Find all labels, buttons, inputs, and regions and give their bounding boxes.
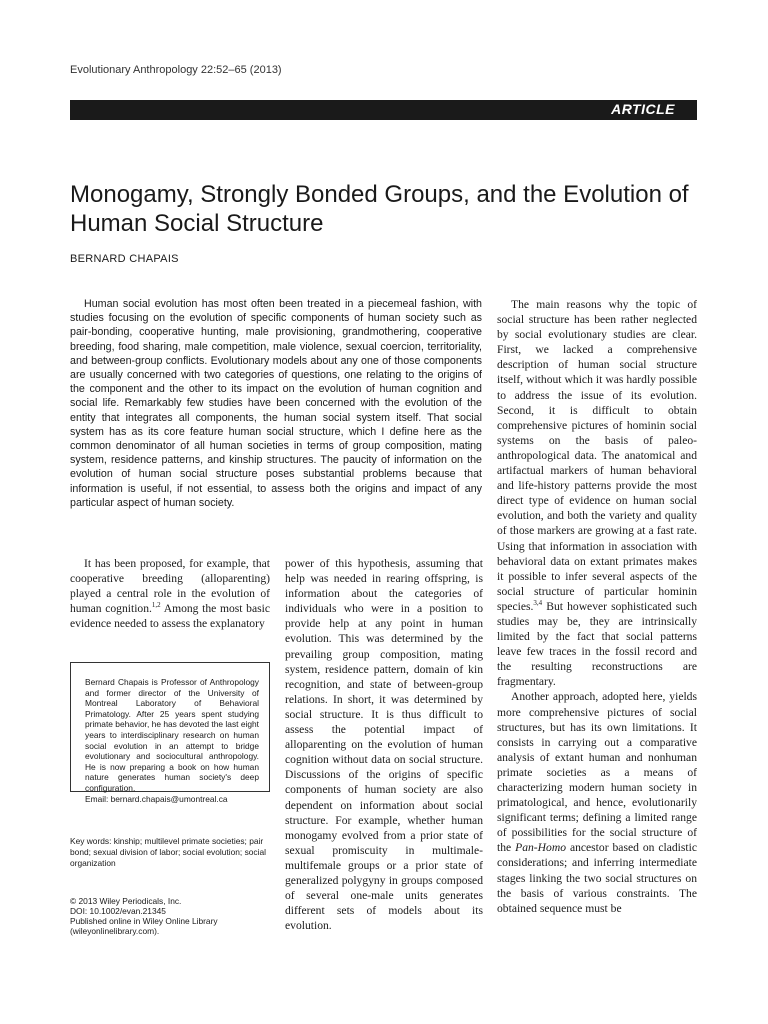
copyright-block bbox=[70, 896, 270, 936]
body-paragraph bbox=[497, 689, 697, 915]
publication-line: Published online in Wiley Online Library bbox=[70, 916, 218, 926]
author-name: BERNARD CHAPAIS bbox=[70, 253, 179, 265]
body-italic-text: Pan-Homo bbox=[515, 841, 566, 855]
body-paragraph bbox=[497, 297, 697, 689]
body-text: ancestor based on cladistic considerations; and inferring intermediate stages linking the two social structures on the basis of various constraints. The obtained sequence must be bbox=[497, 841, 698, 915]
author-email: Email: bernard.chapais@umontreal.ca bbox=[85, 793, 228, 804]
doi-line: DOI: 10.1002/evan.21345 bbox=[70, 906, 166, 916]
section-label: ARTICLE bbox=[611, 101, 675, 117]
website-line: (wileyonlinelibrary.com). bbox=[70, 926, 160, 936]
author-bio-box bbox=[70, 662, 270, 804]
citation-ref: 1,2 bbox=[151, 601, 161, 610]
body-paragraph: power of this hypothesis, assuming that help was needed in rearing offspring, is information about the categories of individuals who were in a position to provide help at any point in human evolution. This was determined by the prevailing group composition, mating system, residence pattern, domain of kin recognition, and state of between-group relations. In short, it was determined by social structure. It is thus difficult to assess the potential impact of alloparenting on the evolution of human cognition without data on social structure. Discussions of the origins of specific components of human society are also dependent on information about social structure. For example, whether human monogamy evolved from a prior state of sexual promiscuity in multimale-multifemale groups or a prior state of generalized polygyny in groups composed of several one-male units generates different sets of models about its evolution. bbox=[285, 557, 483, 933]
author-bio: Bernard Chapais is Professor of Anthropology and former director of the University of Montreal Laboratory of Behavioral Primatology. After 25 years spent studying primate behavior, he has devoted the last eight years to interdisciplinary research on human social evolution in an attempt to bridge evolutionary and sociocultural anthropology. He is now preparing a book on how human nature generates human society's deep configuration. bbox=[85, 677, 259, 793]
body-column-left bbox=[70, 556, 270, 631]
body-text: Another approach, adopted here, yields more comprehensive pictures of social structures, but has its own limitations. It consists in carrying out a comparative analysis of extant human and nonhuman primate societies as a means of characterizing modern human society in primatological, and hence, evolutionarily significant terms; defining a limited range of possibilities for the social structure of the bbox=[497, 690, 697, 855]
citation-ref: 3,4 bbox=[533, 599, 543, 608]
body-paragraph bbox=[70, 556, 270, 631]
section-header-bar bbox=[70, 100, 697, 120]
copyright-line: © 2013 Wiley Periodicals, Inc. bbox=[70, 896, 182, 906]
body-column-right bbox=[497, 297, 697, 916]
body-text: It has been proposed, for example, that cooperative breeding (alloparenting) played a central role in the evolution of human cognition. bbox=[70, 557, 270, 616]
keywords: Key words: kinship; multilevel primate societies; pair bond; sexual division of labor; social evolution; social organization bbox=[70, 836, 266, 869]
article-title: Monogamy, Strongly Bonded Groups, and the Evolution of Human Social Structure bbox=[70, 181, 689, 237]
body-column-middle bbox=[285, 556, 483, 933]
body-text: Among the most basic evidence needed to assess the explanatory bbox=[70, 602, 270, 631]
journal-reference: Evolutionary Anthropology 22:52–65 (2013) bbox=[70, 64, 282, 76]
abstract: Human social evolution has most often been treated in a piecemeal fashion, with studies focusing on the evolution of specific components of human society such as pair-bonding, cooperative hunting, male provisioning, grandmothering, cooperative breeding, food sharing, male competition, male violence, sexual coercion, territoriality, and between-group conflicts. Evolutionary models about any one of those components are usually concerned with two categories of questions, one relating to the origins of the component and the other to its impact on the evolution of human cognition and social life. Remarkably few studies have been concerned with the evolution of the entity that integrates all components, the human social system itself. That social system has as its core feature human social structure, which I define here as the common denominator of all human societies in terms of group composition, mating system, residence patterns, and kinship structures. The paucity of information on the evolution of human social structure poses substantial problems because that information is useful, if not essential, to assess both the origins and impact of any particular aspect of human society. bbox=[70, 298, 482, 509]
body-text: The main reasons why the topic of social structure has been rather neglected by social evolutionary studies are clear. First, we lacked a comprehensive description of human social structure itself, without which it was hardly possible to address the issue of its evolution. Second, it is difficult to obtain comprehensive pictures of hominin social systems on the basis of paleo-anthropological data. The anatomical and artifactual markers of human behavioral and life-history patterns provide the most direct type of evidence on human social evolution, and both the variety and quality of those markers are growing at a fast rate. Using that information in association with behavioral data on extant primates makes it possible to infer several aspects of the social structure of particular hominin species. bbox=[497, 298, 697, 613]
body-text: But however sophisticated such studies may be, they are intrinsically limited by the fact that social patterns leave few traces in the fossil record and the resulting reconstructions are fragmentary. bbox=[497, 599, 697, 689]
